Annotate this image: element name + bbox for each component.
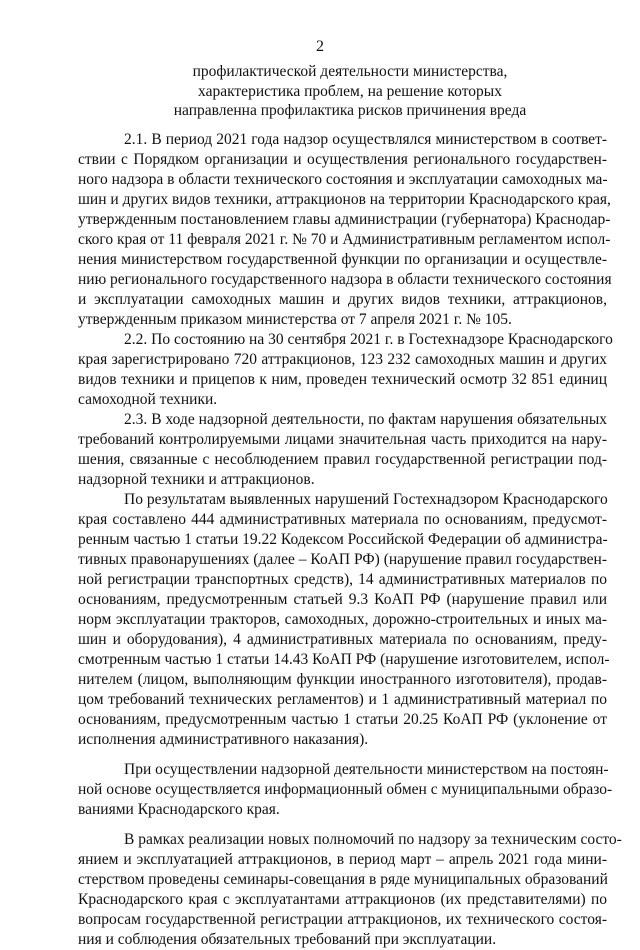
paragraph-seminars [78,830,622,950]
text-line: ваниями Краснодарского края. [78,801,280,818]
text-line: утвержденным приказом министерства от 7 апреля 2021 г. № 105. [78,311,512,328]
paragraph-info-exchange [78,760,613,820]
paragraph-2-3 [78,410,607,490]
text-line: требований контролируемыми лицами значительная часть приходится на нару- [78,431,607,448]
text-line: цом требований технических регламентов) и 1 административный материал по [78,691,607,708]
text-line: шения, связанные с несоблюдением правил государственной регистрации под- [78,451,607,468]
text-line: смотренным частью 1 статьи 14.43 КоАП РФ (нарушение изготовителем, испол- [78,651,610,668]
text-line: ного надзора в области технического состояния и эксплуатации самоходных ма- [78,171,608,188]
text-line: ной регистрации транспортных средств), 14 административных материалов по [78,571,607,588]
text-line: По результатам выявленных нарушений Гостехнадзором Краснодарского [124,491,608,508]
text-line: вопросам государственной регистрации аттракционов, их технического состоя- [78,911,607,928]
page-number: 2 [316,38,324,55]
text-line: ствии с Порядком организации и осуществления регионального государствен- [78,151,607,168]
heading-line: направленна профилактика рисков причинения вреда [173,102,527,119]
text-line: основаниям, предусмотренным частью 1 статьи 20.25 КоАП РФ (уклонение от [78,711,607,728]
text-line: надзорной техники и аттракционов. [78,471,315,488]
text-line: тивных правонарушениях (далее – КоАП РФ) (нарушение правил государствен- [78,551,607,568]
paragraph-gap [78,750,607,760]
text-line: края зарегистрировано 720 аттракционов, 123 232 самоходных машин и других [78,351,607,368]
text-line: ния и соблюдения обязательных требований при эксплуатации. [78,931,497,948]
text-line: 2.1. В период 2021 года надзор осуществлялся министерством в соответ- [124,131,607,148]
heading-line: характеристика проблем, на решение которых [198,82,502,100]
text-line: ского края от 11 февраля 2021 г. № 70 и Административным регламентом испол- [78,231,611,248]
text-line: нителем (лицом, выполняющим функции иностранного изготовителя), продав- [78,671,607,688]
text-line: видов техники и прицепов к ним, проведен технический осмотр 32 851 единиц [78,371,607,388]
text-line: утвержденным постановлением главы администрации (губернатора) Краснодар- [78,211,611,228]
text-line: При осуществлении надзорной деятельности министерством на постоян- [124,761,609,778]
paragraph-2-2 [78,330,613,410]
document-body [78,130,622,950]
text-line: 2.2. По состоянию на 30 сентября 2021 г. в Гостехнадзоре Краснодарского [124,331,613,348]
text-line: шин и других видов техники, аттракционов на территории Краснодарского края, [78,191,611,208]
text-line: ренным частью 1 статьи 19.22 Кодексом Российской Федерации об администра- [78,531,608,548]
text-line: края составлено 444 административных материала по основаниям, предусмот- [78,511,607,528]
text-line: исполнения административного наказания). [78,731,369,748]
text-line: нию регионального государственного надзора в области технического состояния [78,271,612,288]
text-line: янием и эксплуатацией аттракционов, в период март – апрель 2021 года мини- [78,851,607,868]
paragraph-2-1 [78,130,612,330]
text-line: нения министерством государственной функции по организации и осуществле- [78,251,607,268]
text-line: шин и оборудования), 4 административных материала по основаниям, преду- [78,631,607,648]
section-heading [120,62,580,121]
text-line: ной основе осуществляется информационный обмен с муниципальными образо- [78,781,613,798]
heading-line: профилактической деятельности министерства, [192,63,508,80]
text-line: 2.3. В ходе надзорной деятельности, по фактам нарушения обязательных [124,411,607,428]
text-line: самоходной техники. [78,391,218,408]
text-line: В рамках реализации новых полномочий по надзору за техническим состо- [124,831,622,848]
paragraph-gap [78,820,607,830]
text-line: Краснодарского края с эксплуатантами аттракционов (их представителями) по [78,891,607,908]
text-line: и эксплуатации самоходных машин и других видов техники, аттракционов, [78,291,607,308]
paragraph-violations [78,490,610,750]
text-line: стерством проведены семинары-совещания в ряде муниципальных образований [78,871,608,888]
text-line: норм эксплуатации тракторов, самоходных, дорожно-строительных и иных ма- [78,611,607,628]
text-line: основаниям, предусмотренным статьей 9.3 КоАП РФ (нарушение правил или [78,591,607,608]
